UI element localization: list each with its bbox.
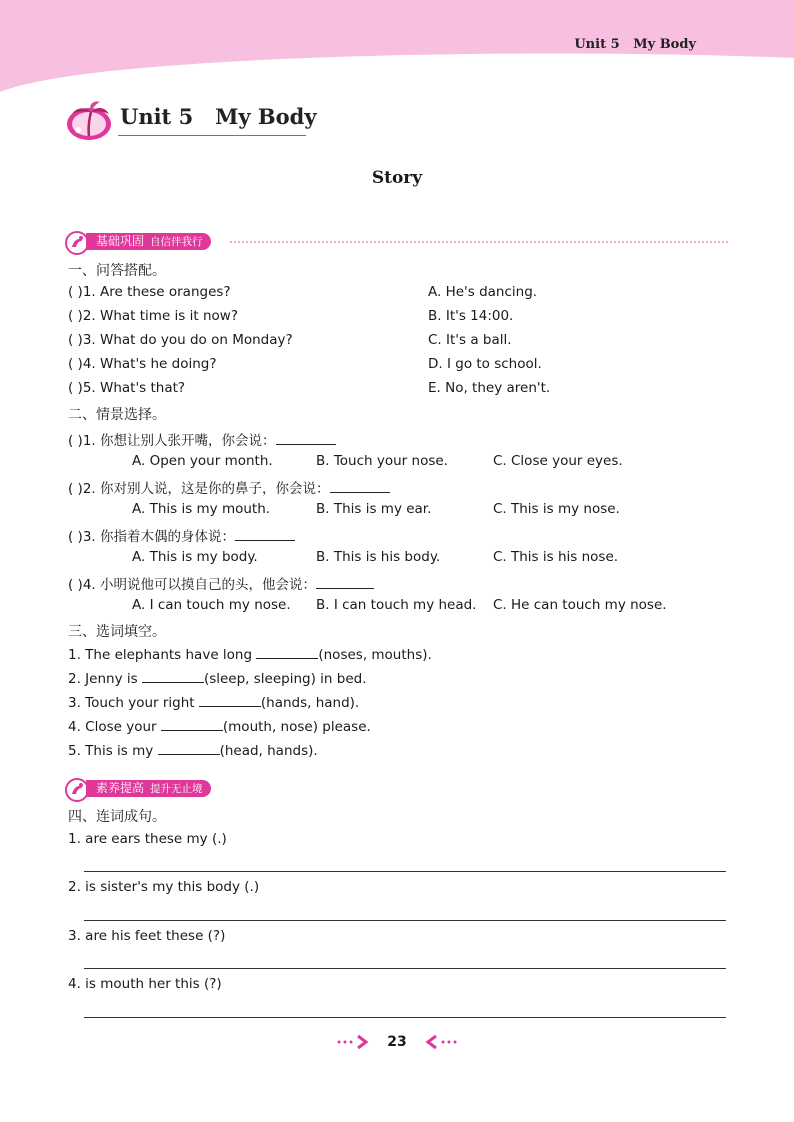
page-number: 23 <box>387 1034 407 1050</box>
answer-blank <box>142 670 204 683</box>
answer-blank <box>256 646 318 659</box>
part2-stem-2: ( )2. 你对别人说，这是你的鼻子，你会说： <box>68 477 390 497</box>
part2-option-4a: A. I can touch my nose. <box>132 597 291 613</box>
part2-option-2b: B. This is my ear. <box>316 501 432 517</box>
section-banner-advanced <box>64 776 728 798</box>
part1-question-3: ( )3. What do you do on Monday? <box>68 332 293 348</box>
part3-item-3: 3. Touch your right (hands, hand). <box>68 695 360 711</box>
story-title: Story <box>371 168 423 188</box>
part1-answer-e: E. No, they aren't. <box>428 380 551 396</box>
section-banner-basic <box>64 229 728 251</box>
part1-heading: 一、问答搭配。 <box>68 263 166 279</box>
answer-blank <box>330 480 390 493</box>
part1-answer-b: B. It's 14:00. <box>428 308 514 324</box>
part2-stem-4: ( )4. 小明说他可以摸自己的头，他会说： <box>68 573 374 593</box>
palm-tree-logo-icon <box>64 100 114 142</box>
title-underline <box>118 135 306 136</box>
part2-option-1b: B. Touch your nose. <box>316 453 448 469</box>
answer-line-4[interactable] <box>84 1017 726 1018</box>
answer-blank <box>161 718 223 731</box>
part2-option-2a: A. This is my mouth. <box>132 501 271 517</box>
part3-item-5: 5. This is my (head, hands). <box>68 743 318 759</box>
part4-item-1: 1. are ears these my (.) <box>68 831 227 847</box>
part2-stem-3: ( )3. 你指着木偶的身体说： <box>68 525 295 545</box>
answer-line-2[interactable] <box>84 920 726 921</box>
part2-option-1a: A. Open your month. <box>132 453 273 469</box>
answer-blank <box>276 432 336 445</box>
part1-question-4: ( )4. What's he doing? <box>68 356 217 372</box>
section-tag: 提升无止境 <box>150 783 203 795</box>
part3-item-2: 2. Jenny is (sleep, sleeping) in bed. <box>68 671 367 687</box>
answer-blank <box>158 742 220 755</box>
answer-line-3[interactable] <box>84 968 726 969</box>
part1-answer-c: C. It's a ball. <box>428 332 512 348</box>
answer-line-1[interactable] <box>84 871 726 872</box>
part1-answer-d: D. I go to school. <box>428 356 542 372</box>
part2-option-3a: A. This is my body. <box>132 549 258 565</box>
part3-item-4: 4. Close your (mouth, nose) please. <box>68 719 371 735</box>
part4-item-4: 4. is mouth her this (?) <box>68 976 222 992</box>
unit-title: Unit 5 My Body <box>120 104 317 129</box>
answer-blank <box>199 694 261 707</box>
part3-item-1: 1. The elephants have long (noses, mouths). <box>68 647 432 663</box>
part1-question-1: ( )1. Are these oranges? <box>68 284 231 300</box>
section-tag: 自信伴我行 <box>150 236 203 248</box>
answer-blank <box>316 576 374 589</box>
part1-question-5: ( )5. What's that? <box>68 380 186 396</box>
part2-stem-1: ( )1. 你想让别人张开嘴，你会说： <box>68 429 336 449</box>
part2-option-3b: B. This is his body. <box>316 549 441 565</box>
part2-option-4c: C. He can touch my nose. <box>493 597 667 613</box>
part2-option-3c: C. This is his nose. <box>493 549 619 565</box>
section-pill-basic <box>86 233 211 250</box>
part2-option-2c: C. This is my nose. <box>493 501 620 517</box>
part2-option-4b: B. I can touch my head. <box>316 597 477 613</box>
part2-heading: 二、情景选择。 <box>68 407 166 423</box>
dotted-divider <box>230 241 728 243</box>
part4-item-3: 3. are his feet these (?) <box>68 928 226 944</box>
part3-heading: 三、选词填空。 <box>68 624 166 640</box>
part4-heading: 四、连词成句。 <box>68 809 166 825</box>
answer-blank <box>235 528 295 541</box>
section-pill-advanced <box>86 780 211 797</box>
part1-question-2: ( )2. What time is it now? <box>68 308 238 324</box>
arrow-left-icon <box>420 1034 458 1050</box>
running-head: Unit 5 My Body <box>574 37 696 52</box>
part2-option-1c: C. Close your eyes. <box>493 453 623 469</box>
part1-answer-a: A. He's dancing. <box>428 284 538 300</box>
section-name: 基础巩固 <box>96 234 145 248</box>
section-name: 素养提高 <box>96 781 145 795</box>
part4-item-2: 2. is sister's my this body (.) <box>68 879 260 895</box>
